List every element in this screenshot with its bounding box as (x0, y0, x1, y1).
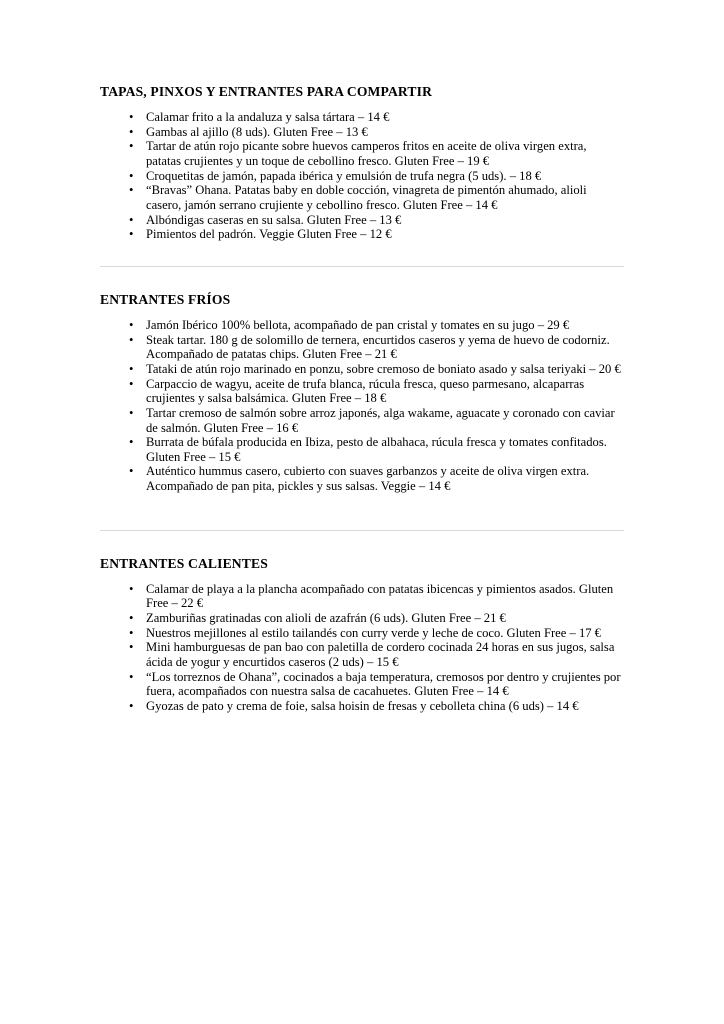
menu-item: • Calamar frito a la andaluza y salsa tártara – 14 € (100, 110, 624, 125)
menu-item: • Jamón Ibérico 100% bellota, acompañado de pan cristal y tomates en su jugo – 29 € (100, 318, 624, 333)
spacer (100, 267, 624, 292)
menu-item: • Calamar de playa a la plancha acompañado con patatas ibicencas y pimientos asados. Gluten Free – 22 € (100, 582, 624, 611)
menu-item-list (100, 318, 624, 494)
section-heading: ENTRANTES FRÍOS (100, 291, 231, 307)
menu-item: • Zamburiñas gratinadas con alioli de azafrán (6 uds). Gluten Free – 21 € (100, 611, 624, 626)
menu-item: • Tartar cremoso de salmón sobre arroz japonés, alga wakame, aguacate y coronado con caviar de salmón. Gluten Free – 16 € (100, 406, 624, 435)
spacer (100, 99, 624, 110)
menu-item: • Croquetitas de jamón, papada ibérica y emulsión de trufa negra (5 uds). – 18 € (100, 169, 624, 184)
menu-item: • Tartar de atún rojo picante sobre huevos camperos fritos en aceite de oliva virgen extra, patatas crujientes y un toque de cebollino fresco. Gluten Free – 19 € (100, 139, 624, 168)
menu-item: • Tataki de atún rojo marinado en ponzu, sobre cremoso de boniato asado y salsa teriyaki – 20 € (100, 362, 624, 377)
menu-item: • Carpaccio de wagyu, aceite de trufa blanca, rúcula fresca, queso parmesano, alcaparras crujientes y salsa balsámica. Gluten Free – 18 € (100, 377, 624, 406)
menu-item: • Burrata de búfala producida en Ibiza, pesto de albahaca, rúcula fresca y tomates confitados. Gluten Free – 15 € (100, 435, 624, 464)
menu-item: • Auténtico hummus casero, cubierto con suaves garbanzos y aceite de oliva virgen extra. Acompañado de pan pita, pickles y sus salsas. Veggie – 14 € (100, 464, 624, 493)
menu-content (100, 84, 624, 714)
menu-item: • Nuestros mejillones al estilo tailandés con curry verde y leche de coco. Gluten Free – 17 € (100, 626, 624, 641)
menu-item: • Gyozas de pato y crema de foie, salsa hoisin de fresas y cebolleta china (6 uds) – 14 € (100, 699, 624, 714)
menu-section-tapas-pinxos-y-entrantes-para-compartir (100, 84, 624, 242)
spacer (100, 531, 624, 556)
menu-section-entrantes-calientes (100, 556, 624, 714)
menu-item: • “Bravas” Ohana. Patatas baby en doble cocción, vinagreta de pimentón ahumado, alioli casero, jamón serrano crujiente y cebollino fresco. Gluten Free – 14 € (100, 183, 624, 212)
menu-item: • “Los torreznos de Ohana”, cocinados a baja temperatura, cremosos por dentro y crujientes por fuera, acompañados con nuestra salsa de cacahuetes. Gluten Free – 14 € (100, 670, 624, 699)
spacer (100, 494, 624, 530)
section-heading: TAPAS, PINXOS Y ENTRANTES PARA COMPARTIR (100, 84, 433, 99)
menu-item: • Steak tartar. 180 g de solomillo de ternera, encurtidos caseros y yema de huevo de codorniz. Acompañado de patatas chips. Gluten Free – 21 € (100, 333, 624, 362)
menu-item-list (100, 110, 624, 242)
menu-item: • Gambas al ajillo (8 uds). Gluten Free – 13 € (100, 125, 624, 140)
menu-item: • Mini hamburguesas de pan bao con paletilla de cordero cocinada 24 horas en sus jugos, salsa ácida de yogur y encurtidos caseros (2 uds) – 15 € (100, 640, 624, 669)
spacer (100, 571, 624, 582)
section-heading: ENTRANTES CALIENTES (100, 555, 268, 571)
menu-item-list (100, 582, 624, 714)
spacer (100, 242, 624, 266)
menu-item: • Pimientos del padrón. Veggie Gluten Free – 12 € (100, 227, 624, 242)
spacer (100, 307, 624, 318)
menu-item: • Albóndigas caseras en su salsa. Gluten Free – 13 € (100, 213, 624, 228)
menu-section-entrantes-frios (100, 292, 624, 494)
